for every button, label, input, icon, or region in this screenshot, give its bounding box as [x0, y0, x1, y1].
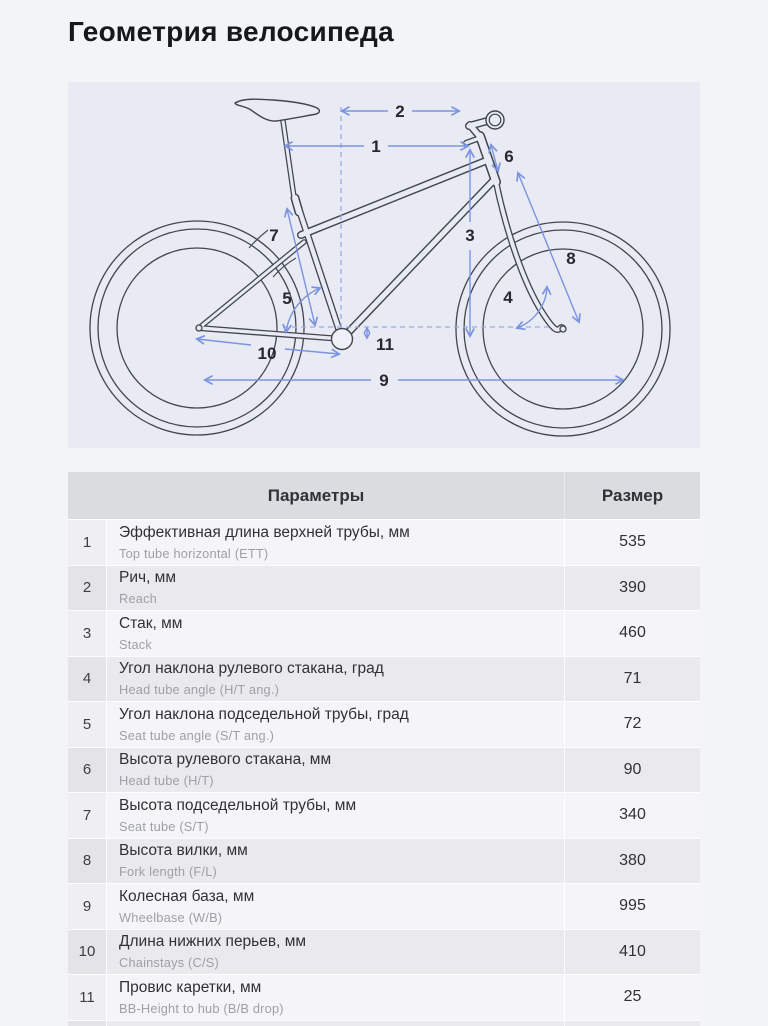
saddle [235, 99, 319, 121]
param-subtitle: Fork length (F/L) [119, 864, 217, 880]
measurement-label-5: 5 [282, 289, 292, 308]
param-name: Угол наклона подседельной трубы, град [119, 705, 409, 723]
size-value: 72 [564, 702, 700, 747]
row-number: 1 [68, 520, 106, 565]
measurement-label-11: 11 [376, 335, 394, 354]
size-value: 410 [564, 930, 700, 975]
table-row [68, 838, 700, 884]
table-row [68, 610, 700, 656]
table-row [68, 747, 700, 793]
size-value: 90 [564, 748, 700, 793]
row-number: 8 [68, 839, 106, 884]
table-row [68, 701, 700, 747]
measurement-label-10: 10 [257, 344, 277, 363]
size-value: 340 [564, 793, 700, 838]
arrow-10-left [197, 339, 251, 345]
size-value: 995 [564, 884, 700, 929]
param-cell [106, 520, 564, 565]
row-number: 6 [68, 748, 106, 793]
param-name: Стак, мм [119, 614, 183, 632]
measurement-arrows [197, 111, 623, 380]
row-number: 5 [68, 702, 106, 747]
param-subtitle: Stack [119, 636, 153, 652]
param-subtitle: Seat tube angle (S/T ang.) [119, 727, 275, 743]
bicycle-geometry-diagram [68, 82, 700, 448]
param-name: Высота подседельной трубы, мм [119, 796, 357, 814]
param-name: Высота рулевого стакана, мм [119, 751, 332, 769]
table-row [68, 656, 700, 702]
param-subtitle: BB-Height to hub (B/B drop) [119, 1000, 284, 1016]
table-row [68, 565, 700, 611]
row-number: 11 [68, 975, 106, 1020]
row-number: 3 [68, 611, 106, 656]
param-cell [106, 566, 564, 611]
param-cell [106, 884, 564, 929]
table-row [68, 519, 700, 565]
param-cell [106, 611, 564, 656]
row-number: 4 [68, 657, 106, 702]
column-header-parameters: Параметры [267, 485, 365, 505]
param-subtitle: Wheelbase (W/B) [119, 909, 223, 925]
size-value: 535 [564, 520, 700, 565]
page-title: Геометрия велосипеда [68, 16, 395, 47]
table-row [68, 792, 700, 838]
size-value: 25 [564, 975, 700, 1020]
row-number: 10 [68, 930, 106, 975]
param-cell [106, 657, 564, 702]
row-number: 2 [68, 566, 106, 611]
param-subtitle: Head tube (H/T) [119, 773, 214, 789]
param-name: Угол наклона рулевого стакана, град [119, 660, 384, 678]
param-name: Рич, мм [119, 569, 176, 587]
table-row [68, 929, 700, 975]
param-cell [106, 975, 564, 1020]
param-name: Колесная база, мм [119, 887, 255, 905]
column-header-size: Размер [564, 472, 700, 519]
param-subtitle: Reach [119, 591, 157, 607]
table-row [68, 974, 700, 1020]
size-value: 71 [564, 657, 700, 702]
param-subtitle: Head tube angle (H/T ang.) [119, 682, 280, 698]
param-subtitle: Top tube horizontal (ETT) [119, 545, 269, 561]
param-name: Длина нижних перьев, мм [119, 933, 307, 951]
measurement-label-6: 6 [504, 147, 514, 166]
table-header [68, 472, 700, 519]
param-cell [106, 839, 564, 884]
measurement-label-8: 8 [566, 249, 576, 268]
measurement-label-4: 4 [503, 288, 513, 307]
param-subtitle: Chainstays (C/S) [119, 955, 219, 971]
param-cell [106, 930, 564, 975]
size-value: 380 [564, 839, 700, 884]
measurement-label-3: 3 [465, 226, 475, 245]
measurement-label-2: 2 [395, 102, 405, 121]
arrow-8 [518, 173, 579, 322]
param-name: Эффективная длина верхней трубы, мм [119, 523, 410, 541]
param-subtitle: Seat tube (S/T) [119, 818, 209, 834]
measurement-label-1: 1 [371, 137, 381, 156]
param-cell [106, 793, 564, 838]
param-name: Провис каретки, мм [119, 978, 262, 996]
bike-diagram-panel [68, 82, 700, 448]
row-number: 9 [68, 884, 106, 929]
table-row [68, 883, 700, 929]
param-cell [106, 748, 564, 793]
front-dropout [560, 326, 566, 332]
size-value: 460 [564, 611, 700, 656]
measurement-label-9: 9 [379, 371, 389, 390]
rear-dropout [196, 325, 202, 331]
table-row-partial [68, 1020, 700, 1026]
param-cell [106, 702, 564, 747]
param-name: Высота вилки, мм [119, 842, 248, 860]
size-value: 390 [564, 566, 700, 611]
geometry-table [68, 472, 700, 1026]
row-number: 7 [68, 793, 106, 838]
bottom-bracket [332, 329, 353, 350]
measurement-label-7: 7 [269, 226, 279, 245]
